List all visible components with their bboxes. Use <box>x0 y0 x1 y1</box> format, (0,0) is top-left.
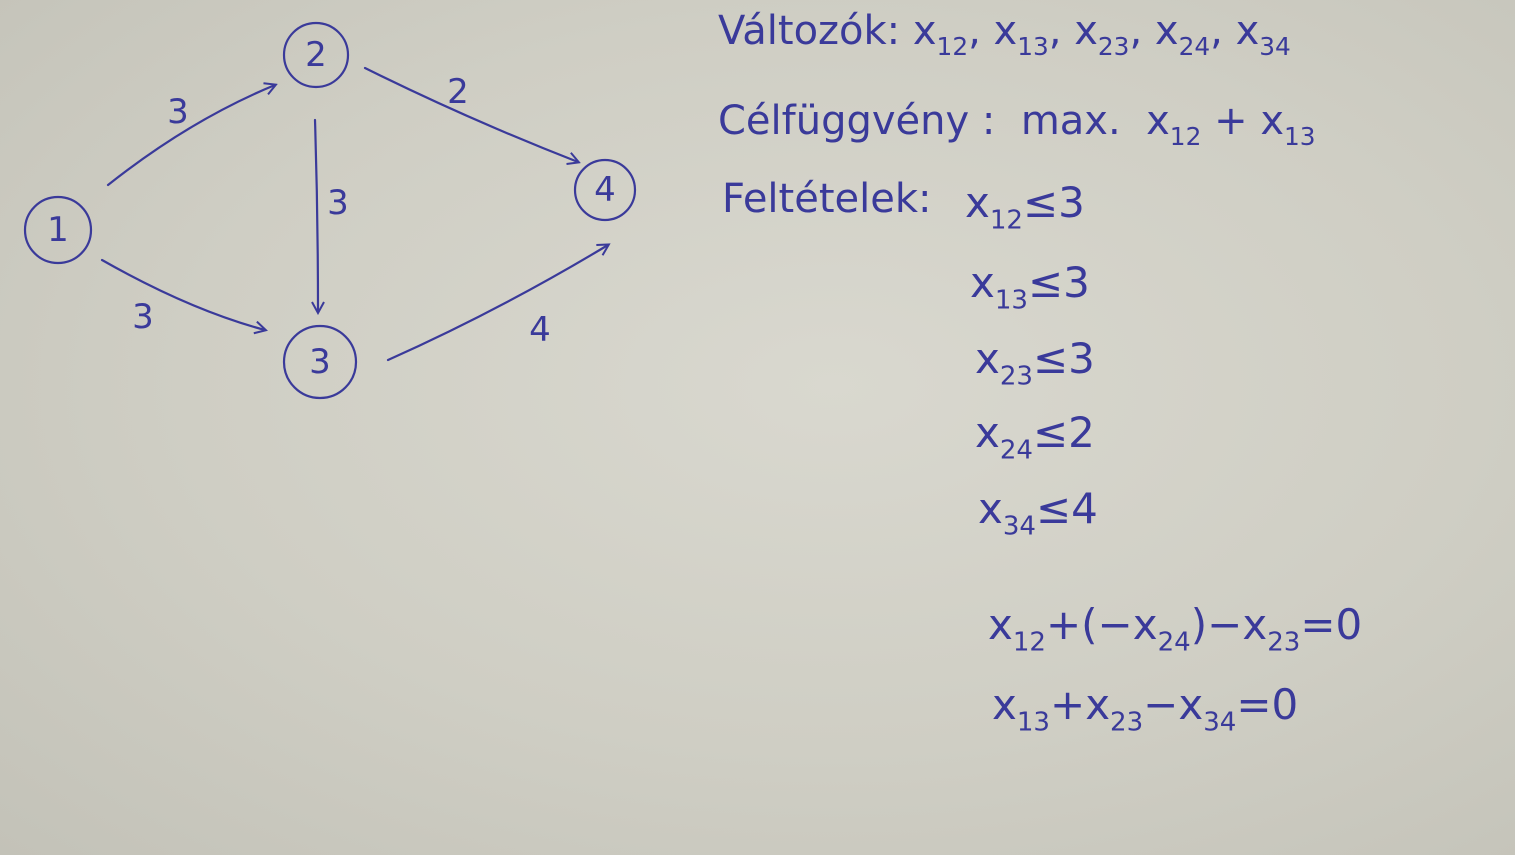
edge-label-1-2: 3 <box>167 92 189 132</box>
edge-2-3 <box>315 120 318 312</box>
variables-line: Változók: $x_{12}$, $x_{13}$, $x_{23}$, $x_{24}$, $x_{34}$ <box>718 8 1291 62</box>
variable-x24: $x_{24}$ <box>1154 8 1211 62</box>
objective-line <box>718 98 1316 151</box>
constraints-label: Feltételek: <box>722 176 932 222</box>
constraint-x13: $x_{13}\le 3$ <box>970 258 1090 316</box>
constraint-x24: $x_{24}\le 2$ <box>975 408 1095 466</box>
node-2 <box>284 23 348 87</box>
balance-constraint-node-3: $x_{13}+x_{23}-x_{34}=0$ <box>992 680 1299 738</box>
node-4-label: 4 <box>594 170 616 210</box>
edge-3-4 <box>388 245 608 360</box>
edge-label-3-4: 4 <box>529 310 551 350</box>
objective-term-x12: $x_{12}$ <box>1146 98 1202 152</box>
constraint-x23: $x_{23}\le 3$ <box>975 334 1095 392</box>
node-3 <box>284 326 356 398</box>
edge-1-2 <box>108 85 275 185</box>
edge-label-1-3: 3 <box>132 297 154 337</box>
edge-2-4 <box>365 68 578 162</box>
objective-term-x13: $x_{13}$ <box>1260 98 1316 152</box>
node-2-label: 2 <box>305 35 327 75</box>
node-3-label: 3 <box>309 342 331 382</box>
constraint-x12: $x_{12}\le 3$ <box>965 178 1085 236</box>
objective-label: Célfüggvény : <box>718 98 996 144</box>
variable-x23: $x_{23}$ <box>1074 8 1130 62</box>
edge-label-2-3: 3 <box>327 183 349 223</box>
variable-x34: $x_{34}$ <box>1235 8 1291 62</box>
constraint-x34: $x_{34}\le 4$ <box>978 484 1098 542</box>
variables-label: Változók: <box>718 8 901 54</box>
edge-label-2-4: 2 <box>447 72 469 112</box>
variable-x13: $x_{13}$ <box>993 8 1049 62</box>
edge-1-3 <box>102 260 265 330</box>
objective-max: max. <box>1020 98 1121 144</box>
node-4 <box>575 160 635 220</box>
node-1-label: 1 <box>47 210 69 250</box>
node-1 <box>25 197 91 263</box>
variable-x12: $x_{12}$ <box>912 8 969 62</box>
balance-constraint-node-2: $x_{12}+(-x_{24})-x_{23}=0$ <box>988 600 1363 658</box>
objective-plus: + <box>1214 98 1248 144</box>
